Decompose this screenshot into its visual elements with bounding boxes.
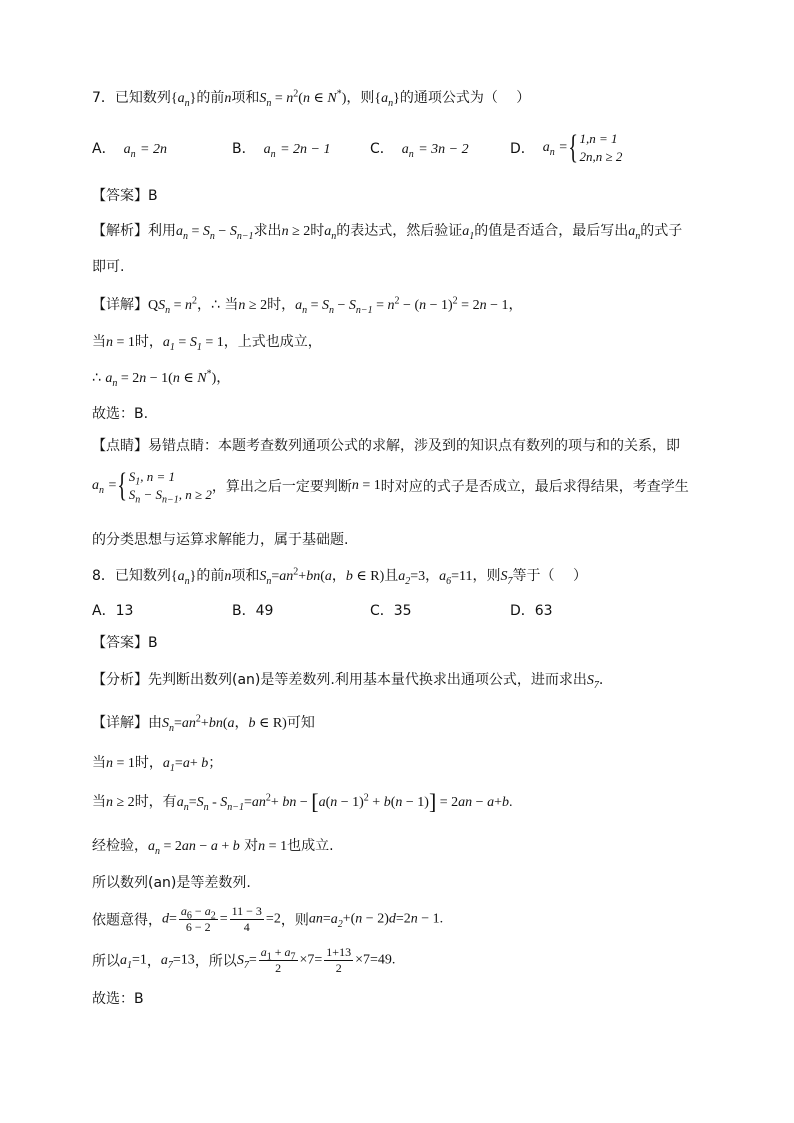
q7-analysis-cont: 即可. bbox=[92, 259, 125, 275]
q7-conclusion: 故选：B. bbox=[92, 406, 149, 422]
q7-detail-line3: ∴ $a_n = 2n - 1(n$ ∈ N*)， bbox=[92, 368, 231, 389]
q8-final: 所以$a_1=1$，$a_7=13$，所以$S_7=$ $\frac{a_1 + a_7}{2}$ ×7= $\frac{1+13}{2}$ ×7=49. bbox=[92, 945, 396, 975]
q8-check: 经检验，$a_n = 2an - a + b$ 对n = 1也成立. bbox=[92, 838, 334, 857]
q7-analysis: 【解析】利用$a_n = S_n - S_{n-1}$求出n ≥ 2时$a_n$的表达式，然后验证$a_1$的值是否适合，最后写出$a_n$的式子 bbox=[92, 223, 683, 242]
q8-analysis: 【分析】先判断出数列(an)是等差数列.利用基本量代换求出通项公式，进而求出$S_7$. bbox=[92, 672, 604, 691]
q7-comment-line2: $a_n$ ={ $S_1$, n = 1 $S_n - S_{n-1}$, n ≥ 2 ，算出之后一定要判断n = 1时对应的式子是否成立，最后求得结果，考查学生 bbox=[92, 467, 689, 506]
q8-answer: 【答案】B bbox=[92, 635, 158, 651]
q8-conclusion: 故选：B bbox=[92, 991, 144, 1007]
q8-case-n2: 当n ≥ 2时，有$a_n=S_n - S_{n-1}=an^2+$ bn − $[a(n - 1)^2 + b(n - 1)] = 2an - a+b$. bbox=[92, 789, 513, 814]
q7-answer: 【答案】B bbox=[92, 188, 158, 204]
q8-stem: 8．已知数列$\{a_n\}$的前n项和$S_n=an^2+bn(a$，b ∈ R)且$a_2=3$，$a_6=11$，则$S_7$等于（ ） bbox=[92, 566, 587, 587]
q7-option-d[interactable]: D． $a_n$ ={ 1,n = 1 2n,n ≥ 2 bbox=[510, 129, 623, 166]
q8-given: 依题意得，d= $\frac{a_6 - a_2}{6 - 2}$ = $\frac{11 - 3}{4}$ =2，则$an=a_2+(n - 2)d=2n - 1$. bbox=[92, 904, 444, 934]
q7-option-b[interactable]: B． $a_n = 2n - 1$ bbox=[232, 141, 331, 160]
q7-option-a[interactable]: A． $a_n = 2n$ bbox=[92, 141, 167, 160]
q8-option-c[interactable]: C．35 bbox=[370, 603, 412, 619]
q8-case-n1: 当n = 1时，$a_1=a+ b$； bbox=[92, 755, 223, 774]
q8-option-b[interactable]: B．49 bbox=[232, 603, 274, 619]
q7-stem: 7．已知数列$\{a_n\}$的前n项和$S_n = n^2(n$ ∈ N*)，则$\{a_n\}$的通项公式为（ ） bbox=[92, 88, 531, 109]
q7-option-c[interactable]: C． $a_n = 3n - 2$ bbox=[370, 141, 469, 160]
q7-detail: 【详解】$QS_n = n^2$，∴ 当n ≥ 2时，$a_n = S_n - S_{n-1} = n^2 - (n - 1)^2 = 2n - 1$， bbox=[92, 295, 523, 316]
q8-detail: 【详解】由$S_n=an^2+bn(a$，b ∈ R)可知 bbox=[92, 713, 315, 734]
q8-arithmetic-statement: 所以数列(an)是等差数列. bbox=[92, 875, 251, 891]
q7-comment: 【点睛】易错点睛：本题考查数列通项公式的求解，涉及到的知识点有数列的项与和的关系，即 bbox=[92, 438, 680, 454]
q7-comment-line3: 的分类思想与运算求解能力，属于基础题. bbox=[92, 532, 349, 548]
q8-option-d[interactable]: D．63 bbox=[510, 603, 553, 619]
q7-detail-line2: 当n = 1时，$a_1 = S_1 = 1$，上式也成立， bbox=[92, 334, 322, 353]
q8-option-a[interactable]: A．13 bbox=[92, 603, 134, 619]
